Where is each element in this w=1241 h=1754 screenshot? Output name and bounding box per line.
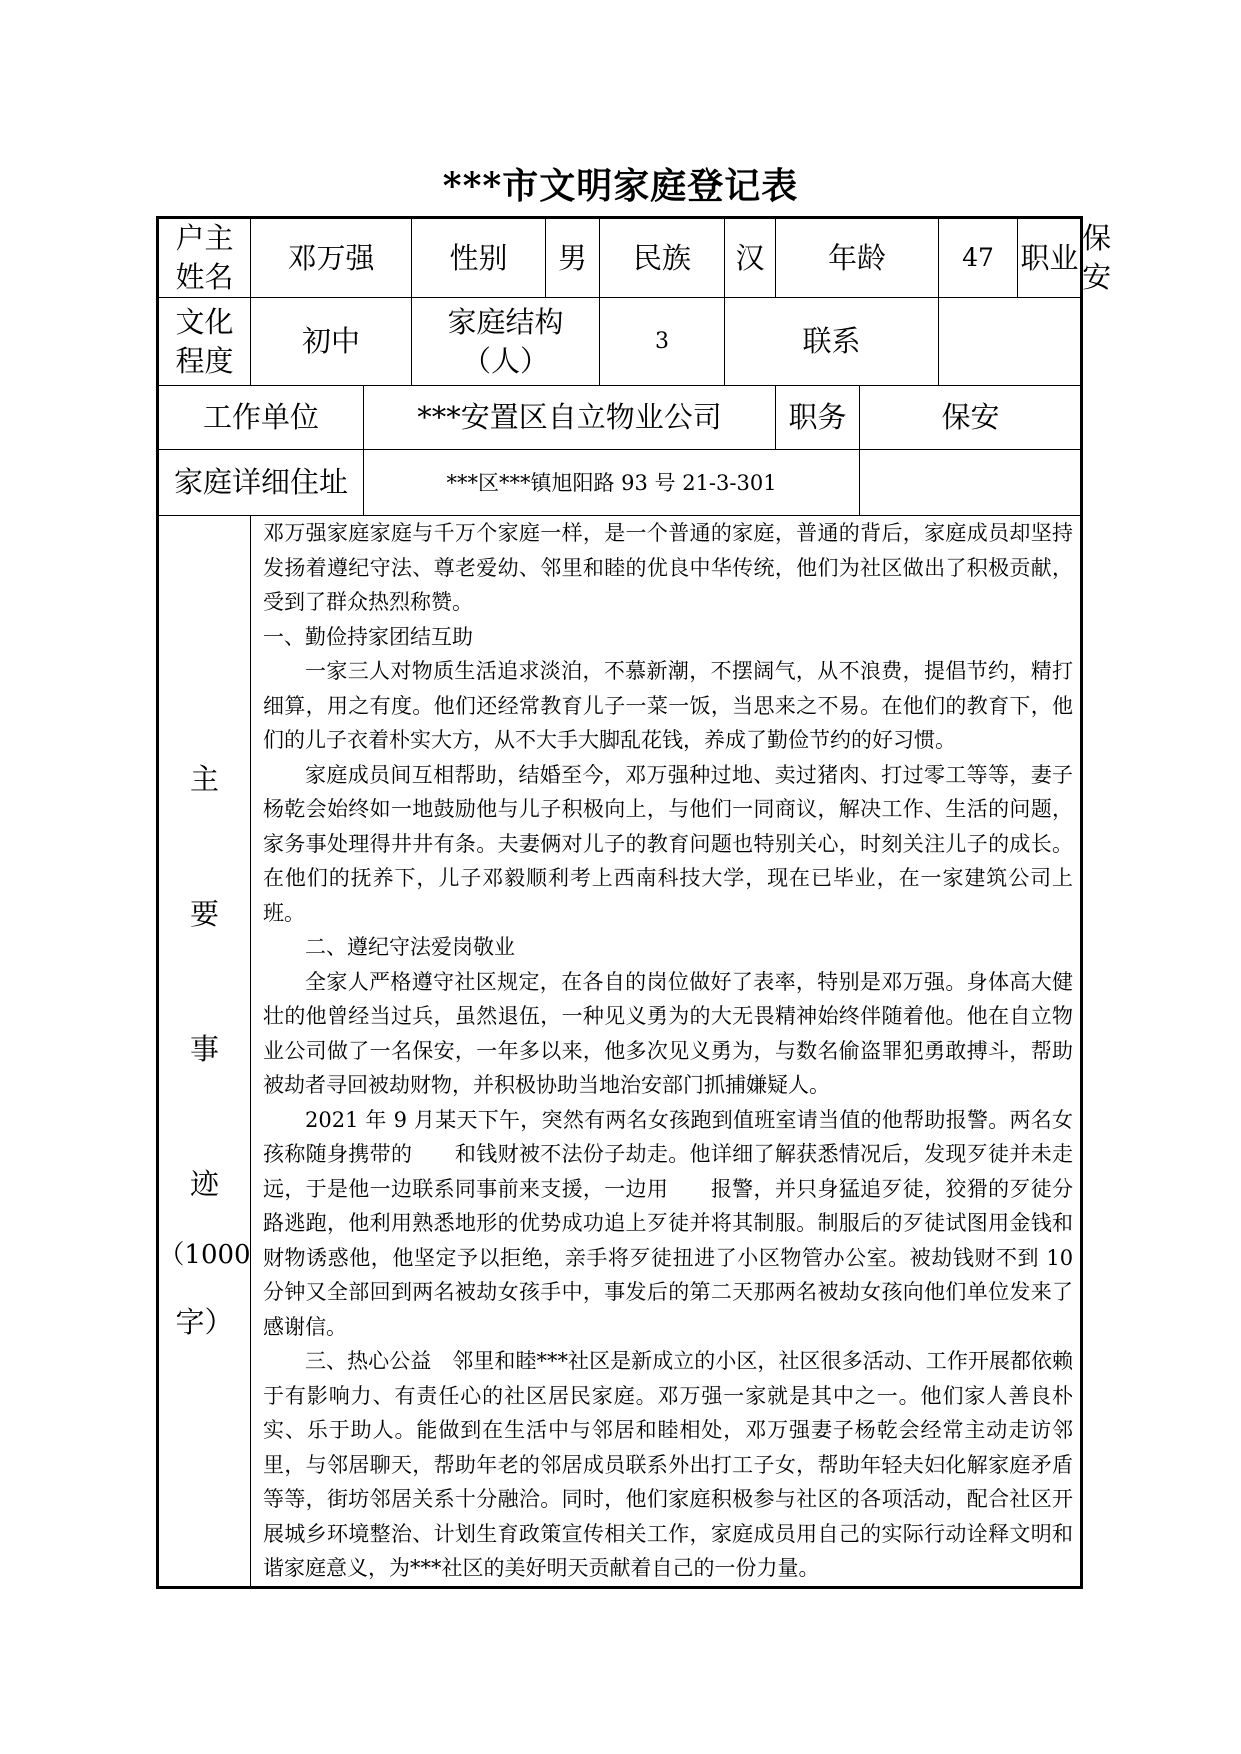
- page-title: ***市文明家庭登记表: [442, 165, 799, 207]
- position-value: 保安: [860, 386, 1082, 450]
- position-label: 职务: [776, 386, 860, 450]
- main-deeds-label: [158, 516, 251, 1588]
- paragraph: 三、热心公益 邻里和睦***社区是新成立的小区，社区很多活动、工作开展都依赖于有影响力、有责任心的社区居民家庭。邓万强一家就是其中之一。他们家人善良朴实、乐于助人。能做到在生活中与邻居和睦相处，邓万强妻子杨乾会经常主动走访邻里，与邻居聊天，帮助年老的邻居成员联系外出打工子女，帮助年轻夫妇化解家庭矛盾等等，街坊邻居关系十分融洽。同时，他们家庭积极参与社区的各项活动，配合社区开展城乡环境整治、计划生育政策宣传相关工作，家庭成员用自己的实际行动诠释文明和谐家庭意义，为***社区的美好明天贡献着自己的一份力量。: [263, 1349, 1074, 1581]
- address-label: 家庭详细住址: [158, 450, 364, 516]
- contact-value: [939, 298, 1082, 386]
- paragraph: 一家三人对物质生活追求淡泊，不慕新潮，不摆阔气，从不浪费，提倡节约，精打细算，用之有度。他们还经常教育儿子一菜一饭，当思来之不易。在他们的教育下，他们的儿子衣着朴实大方，从不大手大脚乱花钱，养成了勤俭节约的好习惯。: [263, 659, 1074, 753]
- side-char: （1000: [158, 1240, 251, 1271]
- occupation-label: 职业: [1018, 218, 1082, 298]
- side-char: 主: [189, 761, 219, 796]
- paragraph: 全家人严格遵守社区规定，在各自的岗位做好了表率，特别是邓万强。身体高大健壮的他曾经当过兵，虽然退伍，一种见义勇为的大无畏精神始终伴随着他。他在自立物业公司做了一名保安，一年多以来，他多次见义勇为，与数名偷盗罪犯勇敢搏斗，帮助被劫者寻回被劫财物，并积极协助当地治安部门抓捕嫌疑人。: [263, 969, 1074, 1098]
- age-label: 年龄: [776, 218, 939, 298]
- main-deeds-content: [251, 516, 1082, 1588]
- section-heading: 一、勤俭持家团结互助: [263, 624, 473, 649]
- education-value: 初中: [251, 298, 412, 386]
- side-char: 事: [189, 1031, 219, 1066]
- side-char: 迹: [189, 1167, 219, 1202]
- owner-name-value: 邓万强: [251, 218, 412, 298]
- paragraph: 邓万强家庭家庭与千万个家庭一样，是一个普通的家庭，普通的背后，家庭成员却坚持发扬着遵纪守法、尊老爱幼、邻里和睦的优良中华传统，他们为社区做出了积极贡献，受到了群众热烈称赞。: [263, 521, 1074, 615]
- contact-label: 联系: [725, 298, 939, 386]
- paragraph: 2021 年 9 月某天下午，突然有两名女孩跑到值班室请当值的他帮助报警。两名女孩称随身携带的 和钱财被不法份子劫走。他详细了解获悉情况后，发现歹徒并未走远，于是他一边联系同事前来支援，一边用 报警，并只身猛追歹徒，狡猾的歹徒分路逃跑，他利用熟悉地形的优势成功追上歹徒并将其制服。制服后的歹徒试图用金钱和财物诱惑他，他坚定予以拒绝，亲手将歹徒扭进了小区物管办公室。被劫钱财不到 10 分钟又全部回到两名被劫女孩手中，事发后的第二天那两名被劫女孩向他们单位发来了感谢信。: [263, 1107, 1074, 1339]
- paragraph: 家庭成员间互相帮助，结婚至今，邓万强种过地、卖过猪肉、打过零工等等，妻子杨乾会始终如一地鼓励他与儿子积极向上，与他们一同商议，解决工作、生活的问题，家务事处理得井井有条。夫妻俩对儿子的教育问题也特别关心，时刻关注儿子的成长。在他们的抚养下，儿子邓毅顺利考上西南科技大学，现在已毕业，在一家建筑公司上班。: [263, 762, 1074, 925]
- family-size-label: 家庭结构 （人）: [412, 298, 600, 386]
- gender-label: 性别: [412, 218, 546, 298]
- work-unit-label: 工作单位: [158, 386, 364, 450]
- family-size-value: 3: [600, 298, 725, 386]
- owner-name-label: 户主 姓名: [158, 218, 251, 298]
- address-extra: [860, 450, 1082, 516]
- section-heading: 二、遵纪守法爱岗敬业: [305, 935, 515, 960]
- work-unit-value: ***安置区自立物业公司: [364, 386, 776, 450]
- registration-form: 户主 姓名 邓万强 性别 男 民族 汉 年龄 47 职业 保安 文化 程度 初中 家庭结构 （人） 3 联系 工作单位 ***安置区自立物业公司 职务 保安 家庭详细住址 ***区***镇旭阳路 93 号 21-3-301 主 要 事 迹 （1000 字） 邓万强家庭家庭与千万个家庭一样，是一个普通的家庭，普通的背后，家庭成员却坚持发扬着遵纪守法、尊老爱幼、邻里和睦的优良中华传统，他们为社区做出了积极贡献，受到了群众热烈称赞。 一、勤俭持家团结互助 一家三人对物质生活追求淡泊，不慕新潮，不摆阔气，从不浪费，提倡节约，精打细算，用之有度。他们还经常教育儿子一菜一饭，当思来之不易。在他们的教育下，他们的儿子衣着朴实大方，从不大手大脚乱花钱，养成了勤俭节约的好习惯。 家庭成员间互相帮助，结婚至今，邓万强种过地、卖过猪肉、打过零工等等，妻子杨乾会始终如一地鼓励他与儿子积极向上，与他们一同商议，解决工作、生活的问题，家务事处理得井井有条。夫妻俩对儿子的教育问题也特别关心，时刻关注儿子的成长。在他们的抚养下，儿子邓毅顺利考上西南科技大学，现在已毕业，在一家建筑公司上班。 二、遵纪守法爱岗敬业 全家人严格遵守社区规定，在各自的岗位做好了表率，特别是邓万强。身体高大健壮的他曾经当过兵，虽然退伍，一种见义勇为的大无畏精神始终伴随着他。他在自立物业公司做了一名保安，一年多以来，他多次见义勇为，与数名偷盗罪犯勇敢搏斗，帮助被劫者寻回被劫财物，并积极协助当地治安部门抓捕嫌疑人。 2021 年 9 月某天下午，突然有两名女孩跑到值班室请当值的他帮助报警。两名女孩称随身携带的 和钱财被不法份子劫走。他详细了解获悉情况后，发现歹徒并未走远，于是他一边联系同事前来支援，一边用 报警，并只身猛追歹徒，狡猾的歹徒分路逃跑，他利用熟悉地形的优势成功追上歹徒并将其制服。制服后的歹徒试图用金钱和财物诱惑他，他坚定予以拒绝，亲手将歹徒扭进了小区物管办公室。被劫钱财不到 10 分钟又全部回到两名被劫女孩手中，事发后的第二天那两名被劫女孩向他们单位发来了感谢信。 三、热心公益 邻里和睦***社区是新成立的小区，社区很多活动、工作开展都依赖于有影响力、有责任心的社区居民家庭。邓万强一家就是其中之一。他们家人善良朴实、乐于助人。能做到在生活中与邻居和睦相处，邓万强妻子杨乾会经常主动走访邻里，与邻居聊天，帮助年老的邻居成员联系外出打工子女，帮助年轻夫妇化解家庭矛盾等等，街坊邻居关系十分融洽。同时，他们家庭积极参与社区的各项活动，配合社区开展城乡环境整治、计划生育政策宣传相关工作，家庭成员用自己的实际行动诠释文明和谐家庭意义，为***社区的美好明天贡献着自己的一份力量。: [156, 216, 1083, 1589]
- side-char: 要: [189, 896, 219, 931]
- side-char: 字）: [175, 1305, 234, 1340]
- gender-value: 男: [546, 218, 600, 298]
- address-value: ***区***镇旭阳路 93 号 21-3-301: [364, 450, 860, 516]
- ethnicity-value: 汉: [725, 218, 776, 298]
- ethnicity-label: 民族: [600, 218, 725, 298]
- age-value: 47: [939, 218, 1018, 298]
- education-label: 文化 程度: [158, 298, 251, 386]
